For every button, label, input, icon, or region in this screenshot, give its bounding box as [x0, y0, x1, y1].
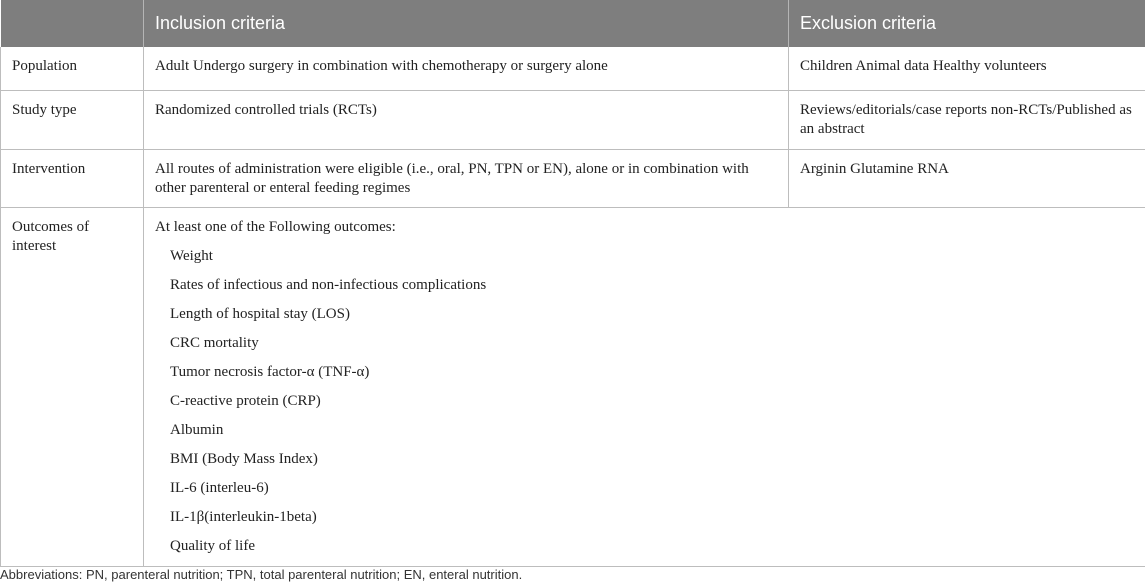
exclusion-cell: Children Animal data Healthy volunteers	[789, 47, 1145, 91]
inclusion-cell: Adult Undergo surgery in combination with chemotherapy or surgery alone	[144, 47, 789, 91]
outcome-item: CRC mortality	[170, 335, 259, 351]
outcome-item: IL-6 (interleu-6)	[170, 480, 269, 496]
outcome-item: Rates of infectious and non-infectious complications	[170, 277, 487, 293]
row-label: Study type	[1, 91, 144, 150]
outcome-item: Length of hospital stay (LOS)	[170, 306, 350, 322]
table-row-intervention	[1, 150, 1145, 208]
header-exclusion: Exclusion criteria	[789, 0, 1145, 47]
table-row-study-type	[1, 91, 1145, 150]
inclusion-cell: Randomized controlled trials (RCTs)	[144, 91, 789, 150]
header-row	[1, 0, 1145, 47]
row-label: Outcomes of interest	[1, 208, 144, 567]
outcome-item: C-reactive protein (CRP)	[170, 393, 321, 409]
outcome-item: Albumin	[170, 422, 224, 438]
outcome-item: Quality of life	[170, 538, 255, 554]
header-empty	[1, 0, 144, 47]
outcomes-cell	[144, 208, 1145, 567]
exclusion-cell: Arginin Glutamine RNA	[789, 150, 1145, 208]
outcome-item: Tumor necrosis factor-α (TNF-α)	[170, 364, 370, 380]
outcome-item: Weight	[170, 248, 213, 264]
row-label: Population	[1, 47, 144, 91]
row-label: Intervention	[1, 150, 144, 208]
inclusion-cell: All routes of administration were eligible (i.e., oral, PN, TPN or EN), alone or in combination with other parenteral or enteral feeding regimes	[144, 150, 789, 208]
outcomes-list	[155, 247, 1134, 566]
outcomes-intro: At least one of the Following outcomes:	[155, 219, 396, 235]
outcome-item: BMI (Body Mass Index)	[170, 451, 318, 467]
table-row-outcomes	[1, 208, 1145, 567]
exclusion-cell: Reviews/editorials/case reports non-RCTs/Published as an abstract	[789, 91, 1145, 150]
table-row-population	[1, 47, 1145, 91]
outcome-item: IL-1β(interleukin-1beta)	[170, 509, 317, 525]
abbreviations-footnote: Abbreviations: PN, parenteral nutrition; TPN, total parenteral nutrition; EN, enteral nutrition.	[0, 567, 523, 582]
header-inclusion: Inclusion criteria	[144, 0, 789, 47]
